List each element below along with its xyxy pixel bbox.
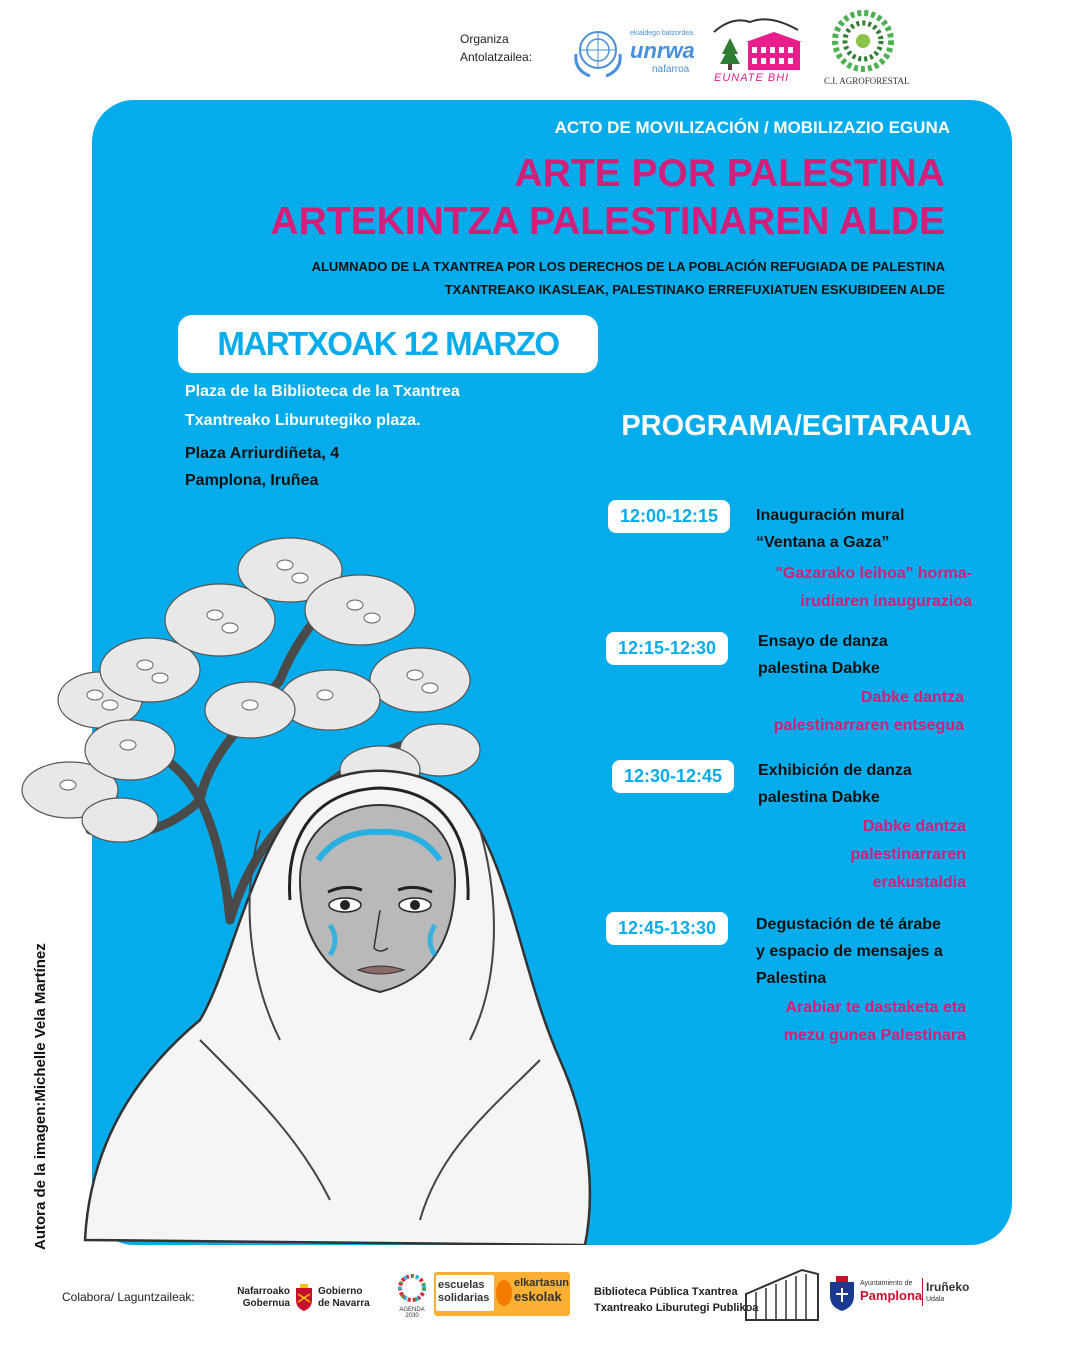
agroforestal-logo bbox=[822, 10, 942, 90]
irunea-1: Iruñeko bbox=[926, 1280, 970, 1294]
item-2-eu bbox=[712, 684, 964, 740]
item-3-eu bbox=[712, 813, 966, 897]
unrwa-text: unrwa bbox=[630, 38, 695, 63]
ayto-2: Pamplona bbox=[860, 1288, 923, 1303]
item-2-eu-line: palestinarraren entsegua bbox=[773, 717, 964, 734]
escuelas-solidarias-logo bbox=[434, 1272, 570, 1316]
unrwa-region: nafarroa bbox=[652, 64, 690, 75]
eunate-logo bbox=[710, 14, 805, 89]
item-2-eu-line: Dabke dantza bbox=[860, 689, 964, 706]
item-3-eu-line: Dabke dantza bbox=[862, 818, 966, 835]
item-1-es bbox=[756, 502, 976, 556]
item-1-eu-line: "Gazarako leihoa" horma- bbox=[775, 565, 972, 582]
unrwa-small-text: ekialdego batzordea bbox=[630, 30, 694, 37]
navarra-es-1: Gobierno bbox=[318, 1286, 363, 1297]
illustration bbox=[0, 500, 600, 1245]
date-badge bbox=[178, 315, 598, 373]
item-1-es-line: Inauguración mural bbox=[756, 507, 905, 524]
item-4-eu-line: mezu gunea Palestinara bbox=[783, 1027, 966, 1044]
item-4-eu-line: Arabiar te dastaketa eta bbox=[785, 999, 966, 1016]
collaborators-label: Colabora/ Laguntzaileak: bbox=[62, 1290, 195, 1304]
item-2-es bbox=[758, 628, 978, 682]
item-3-es-line: Exhibición de danza bbox=[758, 762, 912, 779]
item-3-eu-line: palestinarraren bbox=[850, 846, 966, 863]
image-credit: Autora de la imagen:Michelle Vela Martínez bbox=[32, 943, 49, 1250]
item-3-es-line: palestina Dabke bbox=[758, 789, 880, 806]
navarra-eu-1: Nafarroako bbox=[237, 1286, 290, 1297]
item-1-eu bbox=[720, 560, 972, 616]
time-slot-3: 12:30-12:45 bbox=[612, 760, 734, 793]
time-slot-1: 12:00-12:15 bbox=[608, 500, 730, 533]
pamplona-shield-icon bbox=[828, 1276, 856, 1312]
library-building-icon bbox=[742, 1266, 822, 1322]
organizer-label bbox=[460, 30, 550, 66]
woman-portrait-icon bbox=[85, 771, 590, 1245]
agenda-2030-logo bbox=[396, 1274, 428, 1319]
agro-prefix: C.I. bbox=[824, 76, 838, 86]
biblioteca-logo bbox=[594, 1280, 824, 1320]
title-es: ARTE POR PALESTINA bbox=[514, 152, 945, 195]
unrwa-logo bbox=[568, 24, 708, 84]
item-4-es-line: Palestina bbox=[756, 970, 827, 987]
elkartasun-2: eskolak bbox=[514, 1289, 562, 1304]
item-2-es-line: Ensayo de danza bbox=[758, 633, 888, 650]
school-building-icon bbox=[710, 14, 805, 72]
elkartasun-1: elkartasun bbox=[514, 1277, 570, 1289]
hand-icon bbox=[496, 1280, 512, 1306]
biblioteca-2: Txantreako Liburutegi Publikoa bbox=[594, 1302, 759, 1314]
item-2-es-line: palestina Dabke bbox=[758, 660, 880, 677]
item-4-eu bbox=[712, 994, 966, 1050]
program-heading: PROGRAMA/EGITARAUA bbox=[621, 410, 972, 442]
ayto-1: Ayuntamiento de bbox=[860, 1280, 913, 1287]
agro-name: AGROFORESTAL bbox=[839, 76, 910, 86]
title-eu: ARTEKINTZA PALESTINAREN ALDE bbox=[270, 200, 945, 243]
location-city: Pamplona, Iruñea bbox=[185, 472, 319, 489]
item-3-es bbox=[758, 757, 978, 811]
item-4-es-line: Degustación de té árabe bbox=[756, 916, 941, 933]
location-address: Plaza Arriurdiñeta, 4 bbox=[185, 445, 340, 462]
date-text: MARTXOAK 12 MARZO bbox=[217, 325, 559, 362]
navarra-logo bbox=[234, 1284, 384, 1314]
item-4-es-line: y espacio de mensajes a bbox=[756, 943, 943, 960]
eunate-text: EUNATE BHI bbox=[714, 72, 790, 84]
tagline-eu: TXANTREAKO IKASLEAK, PALESTINAKO ERREFUXIATUEN ESKUBIDEEN ALDE bbox=[444, 282, 945, 297]
sdg-wheel-icon bbox=[396, 1274, 428, 1302]
irunea-2: Udala bbox=[926, 1296, 945, 1303]
time-slot-2: 12:15-12:30 bbox=[606, 632, 728, 665]
navarra-es-2: de Navarra bbox=[318, 1298, 370, 1309]
organizer-label-es: Organiza bbox=[460, 32, 509, 46]
location-place-eu: Txantreako Liburutegiko plaza. bbox=[185, 412, 421, 429]
item-1-eu-line: irudiaren inaugurazioa bbox=[800, 593, 972, 610]
un-emblem-icon bbox=[568, 24, 628, 80]
item-4-es bbox=[756, 911, 980, 992]
item-1-es-line: “Ventana a Gaza” bbox=[756, 534, 890, 551]
agenda-text: AGENDA 2030 bbox=[399, 1307, 425, 1319]
navarra-eu-2: Gobernua bbox=[242, 1298, 290, 1309]
organizer-label-eu: Antolatzailea: bbox=[460, 50, 533, 64]
pamplona-logo bbox=[828, 1274, 978, 1316]
time-slot-4: 12:45-13:30 bbox=[606, 912, 728, 945]
biblioteca-1: Biblioteca Pública Txantrea bbox=[594, 1286, 738, 1298]
location-place-es: Plaza de la Biblioteca de la Txantrea bbox=[185, 383, 460, 400]
escuelas-2: solidarias bbox=[438, 1292, 490, 1304]
navarra-shield-icon bbox=[294, 1284, 314, 1312]
tagline-es: ALUMNADO DE LA TXANTREA POR LOS DERECHOS DE LA POBLACIÓN REFUGIADA DE PALESTINA bbox=[311, 259, 945, 274]
leaf-circle-icon bbox=[828, 10, 898, 72]
escuelas-1: escuelas bbox=[438, 1279, 485, 1291]
item-3-eu-line: erakustaldia bbox=[872, 874, 966, 891]
event-subtitle: ACTO DE MOVILIZACIÓN / MOBILIZAZIO EGUNA bbox=[554, 118, 950, 137]
logo-divider bbox=[922, 1278, 923, 1306]
